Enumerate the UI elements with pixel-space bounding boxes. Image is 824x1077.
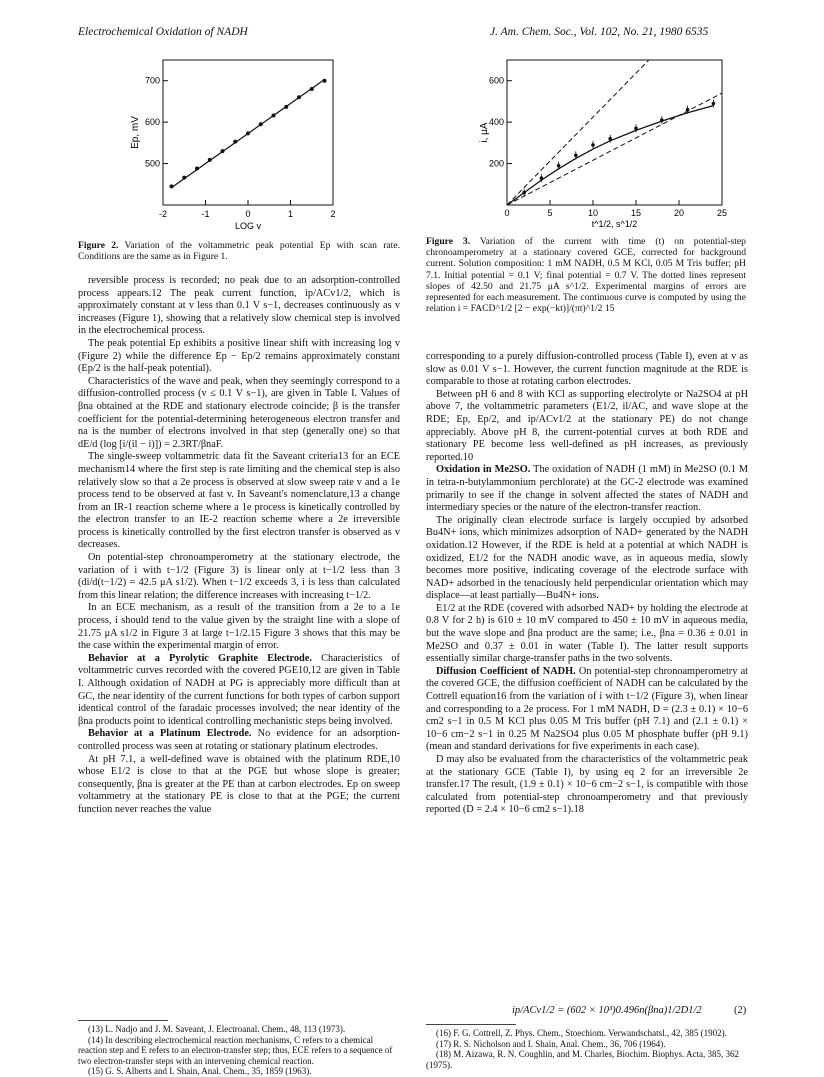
reference-item: (13) L. Nadjo and J. M. Saveant, J. Electroanal. Chem., 48, 113 (1973). — [88, 1024, 346, 1034]
x-tick-label: 0 — [245, 209, 251, 219]
x-tick-label: 15 — [630, 208, 642, 218]
x-tick-label: 10 — [587, 208, 599, 218]
figure-2-caption-text: Variation of the voltammetric peak potential Ep with scan rate. Conditions are the same as in Figure 1. — [78, 240, 400, 263]
references-right — [426, 1028, 748, 1070]
data-point — [323, 79, 327, 83]
figure-2-chart — [118, 55, 358, 240]
data-point — [259, 122, 263, 126]
right-column — [426, 351, 748, 817]
reference-item: (16) F. G. Cottrell, Z. Phys. Chem., Stoechiom. Verwandschatsl., 42, 385 (1902). — [436, 1028, 727, 1038]
reference-item: (14) In describing electrochemical reaction mechanisms, C refers to a chemical reaction step and E refers to an electron-transfer step; thus, ECE refers to a sequence of two electron-transfer steps with an intervening chemical reaction. — [78, 1034, 393, 1066]
y-tick-label: 500 — [144, 158, 160, 169]
y-axis-label: i, μA — [479, 122, 490, 143]
y-tick-label: 600 — [144, 117, 160, 128]
data-point — [297, 95, 301, 99]
paragraph — [78, 728, 400, 753]
x-tick-label: 1 — [287, 209, 294, 219]
data-point — [272, 114, 276, 118]
paragraph — [426, 666, 748, 754]
reference-item: (17) R. S. Nicholson and I. Shain, Anal. Chem., 36, 706 (1964). — [436, 1038, 666, 1049]
section-heading: Oxidation in Me2SO. — [436, 464, 531, 476]
y-tick-label: 700 — [144, 75, 160, 86]
x-axis-label: LOG v — [234, 221, 262, 231]
section-heading: Behavior at a Pyrolytic Graphite Electrode. — [88, 652, 312, 664]
running-head-journal: J. Am. Chem. Soc., Vol. 102, No. 21, 1980 6535 — [490, 26, 709, 38]
figure-3 — [475, 55, 735, 235]
paragraph: reversible process is recorded; no peak due to an adsorption-controlled process appears.12 The peak current function, ip/ACv1/2, which is approximately constant at v less than 0.1 V s−1, decreases continuously as v increases (Figure 1), showing that a relatively slow chemical step is involved in the electrochemical process. — [78, 275, 400, 337]
data-point — [284, 105, 288, 109]
data-point — [221, 149, 225, 153]
paragraph-text: corresponding to a purely diffusion-controlled process (Table I), even at v as slow as 0.01 V s−1. However, the current function magnitude at the RDE is comparable to those at rotating carbon electrodes. — [426, 351, 748, 388]
equation-2-number: (2) — [734, 1005, 747, 1016]
figure-2 — [118, 55, 358, 240]
data-point — [182, 176, 186, 180]
x-tick-label: 20 — [673, 208, 685, 218]
footnote-rule-left — [78, 1020, 168, 1021]
data-point — [170, 184, 174, 188]
paragraph: At pH 7.1, a well-defined wave is obtained with the platinum RDE,10 whose E1/2 is close to that at the PGE but whose slope is greater; consequently, βna is greater at the PE than at carbon electrodes. Ep on sweep voltammetry at the stationary PE is close to that at the PGE; the current function never reaches the value — [78, 753, 400, 815]
x-tick-label: -1 — [201, 209, 210, 219]
paragraph-text: No evidence for an adsorption-controlled process was seen at rotating or stationary platinum electrodes. — [78, 728, 400, 752]
paragraph — [426, 464, 748, 514]
data-point — [195, 167, 199, 171]
plot-frame — [507, 60, 722, 205]
figure-3-caption-text: Variation of the current with time (t) on potential-step chronoamperometry at a stationary covered GCE, corrected for background current. Solution composition: 1 mM NADH, 0.5 M KCl, 0.05 M Tris buffer; pH 7.1. Initial potential = 0.1 V; final potential = 0.7 V. The dotted lines represent slopes of 42.50 and 21.75 μA s^1/2. Experimental margins of errors are represented for each measurement. The continuous curve is computed by using the relation i = FACD^1/2 [2 − exp(−kt)]/(πt)^1/2 15 — [426, 236, 746, 315]
paragraph: In an ECE mechanism, as a result of the transition from a 2e to a 1e process, i should tend to the value given by the straight line with a slope of 21.75 μA s1/2 in Figure 3 at large t−1/2.15 Figure 3 shows that this may be the case within the experimental margin of error. — [78, 602, 400, 652]
paragraph: On potential-step chronoamperometry at the stationary electrode, the variation of i with t−1/2 (Figure 3) is linear only at t−1/2 less than 3 (di/d(t−1/2) = 42.5 μA s1/2). When t−1/2 exceeds 3, i is less than calculated from this linear relation; the difference increases with increasing t−1/2. — [78, 552, 400, 601]
reference-item: (18) M. Aizawa, R. N. Coughlin, and M. Charles, Biochim. Biophys. Acta, 385, 362 (1975). — [426, 1049, 739, 1070]
paragraph: The single-sweep voltammetric data fit the Saveant criteria13 for an ECE mechanism14 where the first step is rate limiting and the chemical step is also relatively slow so that a 2e process is observed at slow sweep rate v and a 1e process tend to be observed at fast v. In Saveant's nomenclature,13 a change from an IR-1 reaction scheme where a 1e process is kinetically controlled by the electron transfer to an IE-2 reaction scheme where a 2e irreversible process is kinetically controlled by the first electron transfer is observed as v decreases. — [78, 451, 400, 551]
y-axis-label: Ep, mV — [130, 116, 141, 149]
paragraph: E1/2 at the RDE (covered with adsorbed NAD+ by holding the electrode at 0.8 V for 2 h) is 610 ± 10 mV compared to 450 ± 10 mV in aqueous media, but the wave slope and βna product are the same; i.e., βna = 0.36 ± 0.01 in Me2SO and 0.37 ± 0.01 in water (Table I). The latter result supports essentially similar charge-transfer paths in the two solvents. — [426, 602, 748, 665]
x-tick-label: 0 — [504, 208, 510, 218]
data-point — [208, 158, 212, 162]
x-tick-label: 2 — [330, 209, 336, 219]
paragraph-text: Characteristics of voltammetric curves recorded with the covered PGE10,12 are given in Table I. Although oxidation of NADH at PG is appreciably more difficult than at GC, the near identity of the current functions for both types of carbon support identical control of the faradaic processes involved; the near identity of the βna products point to identical controlling mechanistic steps being involved. — [78, 652, 400, 727]
y-tick-label: 400 — [488, 117, 504, 128]
paragraph — [426, 351, 748, 389]
footnote-rule-right — [426, 1024, 516, 1025]
y-tick-label: 600 — [488, 75, 504, 86]
data-point — [246, 131, 250, 135]
computed-curve — [507, 106, 713, 205]
x-axis-label: t^1/2, s^1/2 — [591, 219, 638, 229]
figure-2-label: Figure 2. — [78, 240, 119, 251]
section-heading: Behavior at a Platinum Electrode. — [88, 728, 252, 740]
x-tick-label: -2 — [158, 209, 168, 219]
paragraph: Characteristics of the wave and peak, when they seemingly correspond to a diffusion-controlled process (v ≤ 0.1 V s−1), are given in Table I. Values of βna obtained at the RDE and stationary electrode coincide; β is the transfer coefficient for the potential-determining heterogeneous electron transfer and na is the number of electrons involved in that step (generally one) so that dE/d (log [i/(il − i)]) = 2.3RT/βnaF. — [78, 375, 400, 450]
figure-3-chart — [475, 55, 735, 235]
paragraph — [78, 653, 400, 729]
data-point — [310, 87, 314, 91]
paragraph: The originally clean electrode surface is largely occupied by adsorbed Bu4N+ ions, which minimizes adsorption of NAD+ generated by the NADH oxidation.12 However, if the RDE is held at a potential at which NADH is oxidized, E1/2 for the NADH anodic wave, as in aqueous media, slowly becomes more positive, indicating coverage of the electrode surface with NAD+ adsorbed in the tenaciously held perpendicular orientation which may displace—at least partially—Bu4N+ ions. — [426, 514, 748, 602]
references-left — [78, 1024, 400, 1077]
paragraph-text: The oxidation of NADH (1 mM) in Me2SO (0.1 M in tetra-n-butylammonium perchlorate) at the GC-2 electrode was examined primarily to see if the change in solvent affected the states of NADH and intermediary species or the nature of the electron-transfer reaction. — [426, 464, 748, 514]
y-tick-label: 200 — [488, 158, 504, 169]
dashed-slope-line — [507, 60, 649, 205]
x-tick-label: 25 — [716, 208, 728, 218]
figure-3-caption — [426, 236, 746, 314]
paragraph: D may also be evaluated from the characteristics of the voltammetric peak at the stationary GCE (Table I), by using eq 2 for an irreversible 2e transfer.17 The result, (1.9 ± 0.1) × 10−6 cm−2 s−1, is compatible with those calculated from potential-step chronoamperometry and that previously reported (D = 2.4 × 10−6 cm2 s−1).18 — [426, 754, 748, 816]
running-head-title: Electrochemical Oxidation of NADH — [78, 26, 248, 38]
x-tick-label: 5 — [547, 208, 553, 218]
paragraph: The peak potential Ep exhibits a positive linear shift with increasing log v (Figure 2) while the difference Ep − Ep/2 remains approximately constant (Ep/2 is the half-peak potential). — [78, 337, 400, 375]
section-heading: Diffusion Coefficient of NADH. — [436, 665, 576, 677]
data-point — [233, 140, 237, 144]
paragraph: Between pH 6 and 8 with KCl as supporting electrolyte or Na2SO4 at pH above 7, the voltammetric parameters (E1/2, il/AC, and wave slope at the RDE; Ep, Ep/2, and ip/ACv1/2 at the stationary PE) do not change appreciably. Above pH 8, the current-potential curves at both RDE and stationary PE become less well-defined as pH increases, as previously reported.10 — [426, 388, 748, 463]
reference-item: (15) G. S. Alberts and I. Shain, Anal. Chem., 35, 1859 (1963). — [88, 1066, 312, 1077]
figure-2-caption — [78, 240, 400, 262]
dashed-slope-line — [507, 93, 722, 205]
figure-3-label: Figure 3. — [426, 236, 471, 247]
left-column — [78, 275, 400, 817]
paragraph-text: On potential-step chronoamperometry at the covered GCE, the diffusion coefficient of NADH can be calculated by the Cottrell equation16 from the variation of i with t−1/2 (Figure 3), when linear and corresponding to a 2e process. For 1 mM NADH, D = (2.3 ± 0.1) × 10−6 cm2 s−1 in 0.5 M KCl plus 0.05 M Tris buffer (pH 7.1) and (2.1 ± 0.1) × 10−6 cm−2 s−1 in 0.25 M Na2SO4 plus 0.05 M phosphate buffer (pH 9.1) (mean and standard derivations for five experiments in each case). — [426, 665, 749, 753]
equation-2: ip/ACv1/2 = (602 × 10³)0.496n(βna)1/2D1/2 — [512, 1005, 702, 1016]
